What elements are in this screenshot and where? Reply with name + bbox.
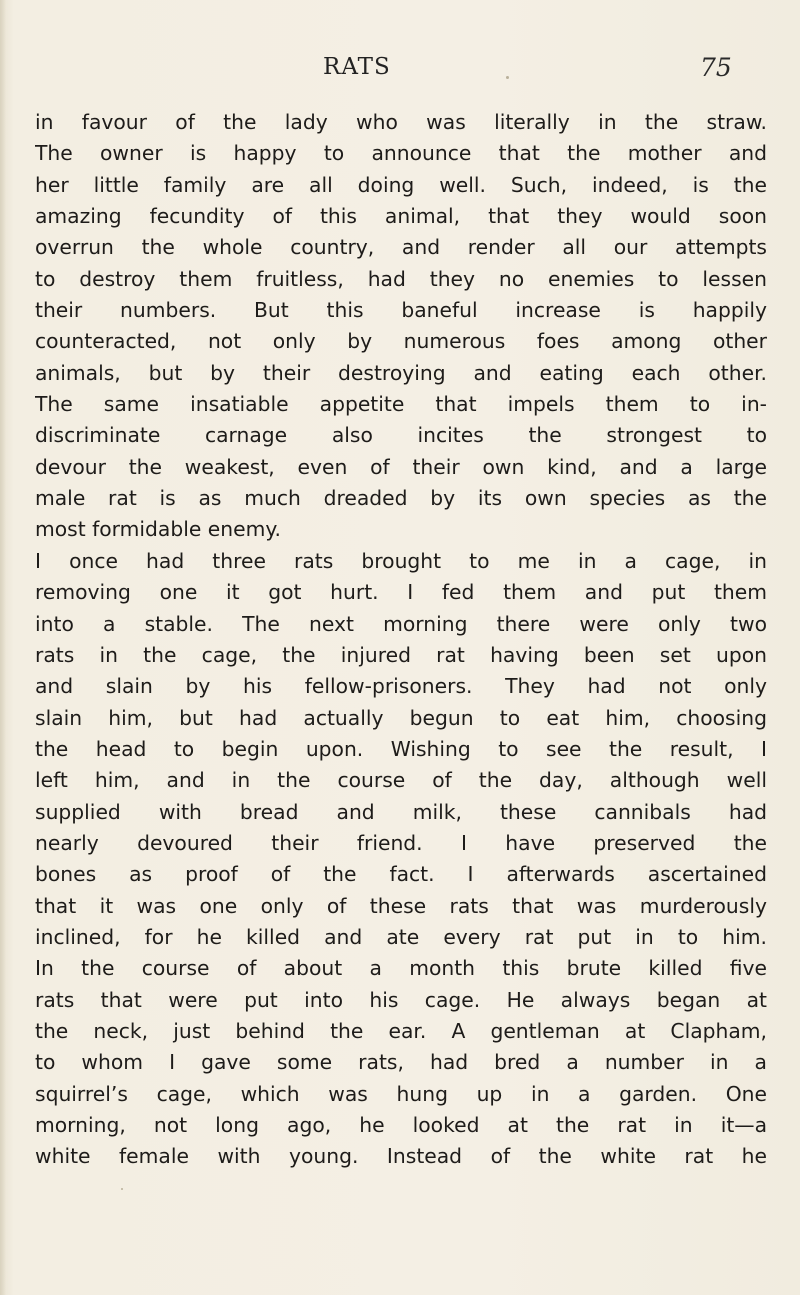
- text-line: the head to begin upon. Wishing to see the result, I: [35, 736, 767, 761]
- text-line: to whom I gave some rats, had bred a number in a: [35, 1050, 767, 1075]
- text-line: left him, and in the course of the day, although well: [35, 768, 767, 793]
- running-head: RATS: [323, 54, 391, 80]
- text-line: into a stable. The next morning there were only two: [35, 611, 767, 636]
- text-line: that it was one only of these rats that was murderously: [35, 893, 767, 918]
- text-line: discriminate carnage also incites the strongest to: [35, 423, 767, 448]
- text-line: male rat is as much dreaded by its own species as the: [35, 486, 767, 511]
- paper-speck: [121, 1188, 123, 1190]
- text-line: removing one it got hurt. I fed them and put them: [35, 580, 767, 605]
- text-line: in favour of the lady who was literally in the straw.: [35, 110, 767, 134]
- text-line: overrun the whole country, and render all our attempts: [35, 235, 767, 260]
- text-line: counteracted, not only by numerous foes among other: [35, 329, 767, 354]
- text-line: nearly devoured their friend. I have preserved the: [35, 830, 767, 855]
- text-line: the neck, just behind the ear. A gentleman at Clapham,: [35, 1018, 767, 1043]
- text-line: most formidable enemy.: [35, 517, 281, 542]
- body-text: [35, 107, 767, 1173]
- text-line: bones as proof of the fact. I afterwards ascertained: [35, 862, 767, 887]
- text-line: The same insatiable appetite that impels them to in-: [35, 392, 767, 417]
- page-number: 75: [700, 53, 732, 82]
- text-line: rats in the cage, the injured rat having been set upon: [35, 642, 767, 667]
- text-line: rats that were put into his cage. He always began at: [35, 987, 767, 1012]
- text-line: and slain by his fellow-prisoners. They had not only: [35, 674, 767, 699]
- text-line: slain him, but had actually begun to eat him, choosing: [35, 705, 767, 730]
- text-line: devour the weakest, even of their own kind, and a large: [35, 454, 767, 479]
- text-line: The owner is happy to announce that the mother and: [35, 141, 767, 166]
- text-line: supplied with bread and milk, these cannibals had: [35, 799, 767, 824]
- text-line: animals, but by their destroying and eating each other.: [35, 360, 767, 385]
- binding-edge: [0, 0, 6, 1295]
- text-line: her little family are all doing well. Such, indeed, is the: [35, 172, 767, 197]
- page-header: [0, 48, 800, 88]
- text-line: their numbers. But this baneful increase is happily: [35, 298, 767, 323]
- text-line: In the course of about a month this brute killed five: [35, 956, 767, 981]
- text-line: white female with young. Instead of the white rat he: [35, 1144, 767, 1169]
- paper-speck: [506, 76, 509, 79]
- text-line: squirrel’s cage, which was hung up in a garden. One: [35, 1081, 767, 1106]
- text-line: I once had three rats brought to me in a cage, in: [35, 548, 767, 573]
- text-line: to destroy them fruitless, had they no enemies to lessen: [35, 266, 767, 291]
- text-line: inclined, for he killed and ate every rat put in to him.: [35, 924, 767, 949]
- text-line: amazing fecundity of this animal, that they would soon: [35, 204, 767, 229]
- text-line: morning, not long ago, he looked at the rat in it—a: [35, 1113, 767, 1137]
